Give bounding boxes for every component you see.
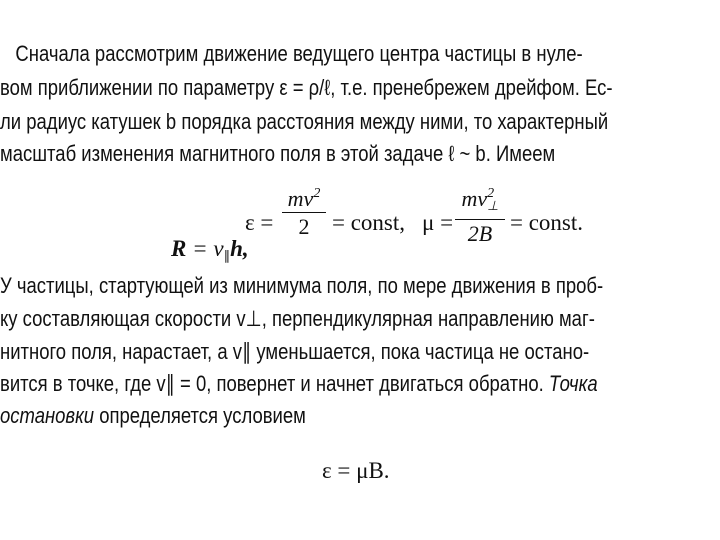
formula-r-h: h,	[230, 236, 249, 261]
formula-eps-bar	[282, 212, 326, 213]
formula-mu-num-text: mv	[461, 186, 488, 211]
formula-mu-num-sup: 2	[487, 186, 495, 201]
paragraph2-line4-text: вится в точке, где v∥ = 0, повернет и начнет двигаться обратно.	[0, 371, 549, 396]
paragraph2-line4-italic: Точка	[548, 371, 598, 396]
formula-r-symbol: R	[171, 236, 187, 261]
paragraph2-line3: нитного поля, нарастает, а v∥ уменьшается, пока частица не остано-	[0, 339, 590, 364]
formula-eps-denominator: 2	[298, 214, 310, 239]
paragraph1-line4: масштаб изменения магнитного поля в этой задаче ℓ ~ b. Имеем	[0, 141, 556, 166]
formula-eps-num-sup: 2	[313, 186, 321, 201]
formula-eps-fraction	[282, 187, 326, 239]
paragraph2-line5-text: определяется условием	[94, 403, 306, 428]
formula-mu-numerator	[455, 187, 505, 218]
formula-eps-lhs: ε =	[245, 210, 274, 235]
formula-mu-lhs: μ =	[422, 210, 454, 235]
paragraph2-line5-italic: остановки	[0, 403, 95, 428]
paragraph2-line2: ку составляющая скорости v⊥, перпендикулярная направлению маг-	[0, 306, 595, 331]
formula-mu-denominator: 2B	[467, 221, 493, 246]
paragraph2-line1: У частицы, стартующей из минимума поля, по мере движения в проб-	[0, 273, 604, 298]
formula-mu-bar	[455, 219, 505, 220]
paragraph1-line2: вом приближении по параметру ε = ρ/ℓ, т.е. пренебрежем дрейфом. Ес-	[0, 75, 613, 100]
formula-r-v: = v	[186, 236, 224, 261]
formula-eps-numerator	[282, 187, 326, 211]
formula-mu-fraction	[455, 187, 505, 246]
paragraph1-line3: ли радиус катушек b порядка расстояния между ними, то характерный	[0, 109, 609, 134]
paragraph1-line1: Сначала рассмотрим движение ведущего центра частицы в нуле-	[0, 41, 583, 66]
final-formula: ε = μB.	[322, 458, 390, 483]
paragraph2-line5	[0, 402, 605, 430]
formula-eps-rhs: = const,	[332, 210, 406, 235]
formula-r-parallel-sub: ∥	[223, 248, 231, 263]
formula-eps-num-text: mv	[287, 186, 314, 211]
paragraph2-line4	[0, 370, 605, 398]
formula-mu-num-sub: ⊥	[487, 198, 499, 213]
formula-mu-rhs: = const.	[510, 210, 584, 235]
